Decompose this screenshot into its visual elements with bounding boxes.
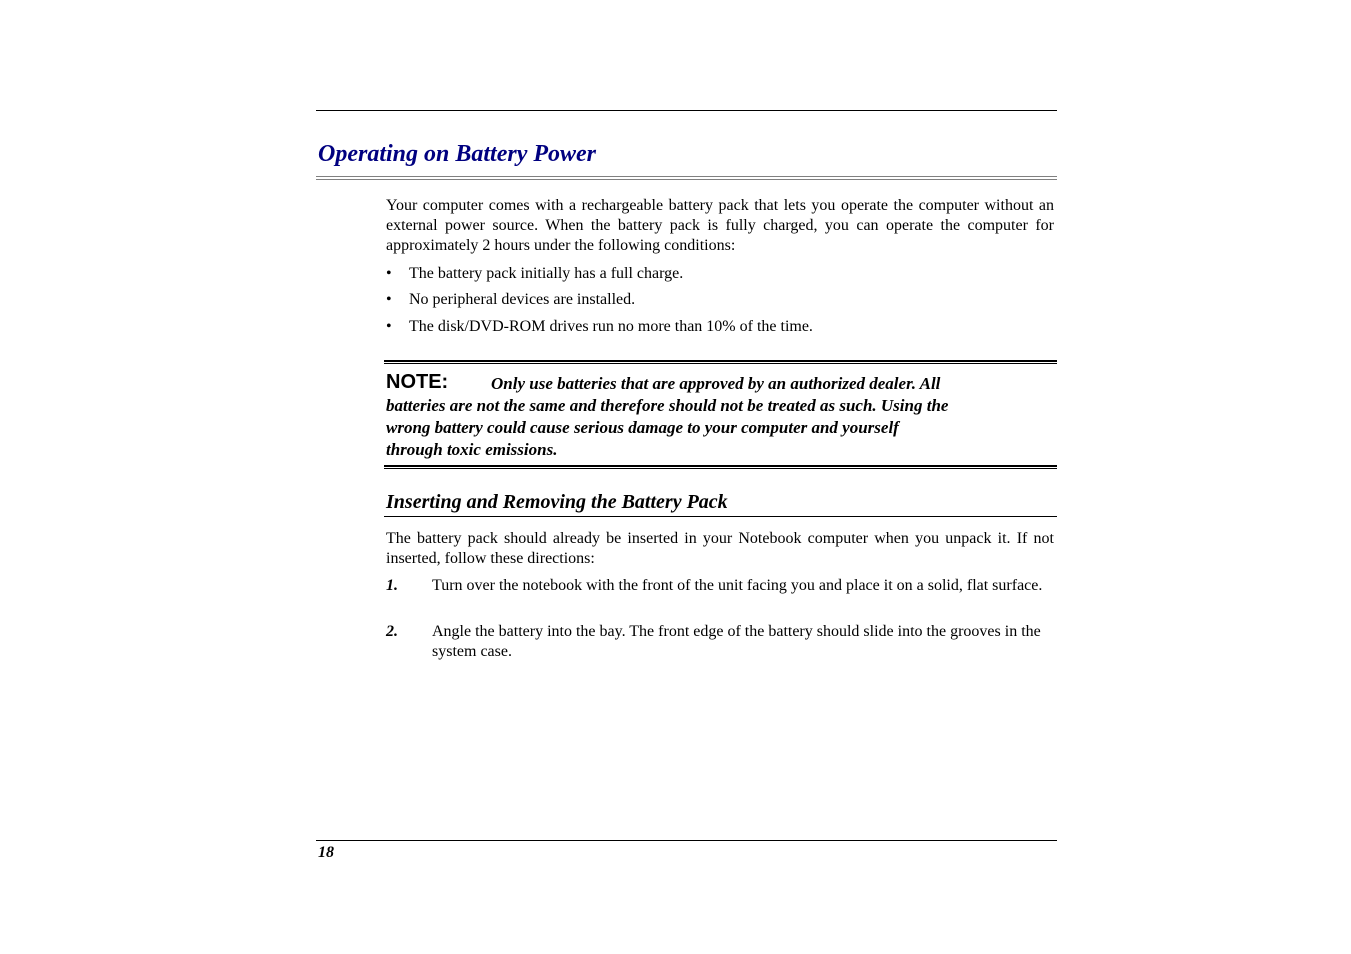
- header-rule: [316, 110, 1057, 111]
- step-text: Turn over the notebook with the front of the unit facing you and place it on a solid, flat surface.: [432, 577, 1043, 594]
- footer-rule: [316, 840, 1057, 841]
- note-text-line: wrong battery could cause serious damage to your computer and yourself: [386, 418, 899, 437]
- step-number: 2.: [386, 623, 398, 640]
- bullet-icon: •: [386, 291, 392, 308]
- list-item-text: The disk/DVD-ROM drives run no more than 10% of the time.: [409, 318, 813, 335]
- page-number: 18: [318, 844, 334, 861]
- note-text-line: through toxic emissions.: [386, 440, 558, 459]
- note-text-line: batteries are not the same and therefore should not be treated as such. Using the: [386, 396, 949, 415]
- step-text: Angle the battery into the bay. The front edge of the battery should slide into the grooves in the system case.: [432, 623, 1041, 660]
- note-text-line: Only use batteries that are approved by an authorized dealer. All: [491, 374, 941, 393]
- note-rule-top: [384, 360, 1057, 364]
- note-label: NOTE:: [386, 371, 449, 393]
- bullet-icon: •: [386, 318, 392, 335]
- section-title: Inserting and Removing the Battery Pack: [386, 491, 728, 513]
- bullet-icon: •: [386, 265, 392, 282]
- note-rule-bottom: [384, 465, 1057, 469]
- page-title: Operating on Battery Power: [318, 141, 597, 167]
- list-item-text: No peripheral devices are installed.: [409, 291, 636, 308]
- list-item-text: The battery pack initially has a full charge.: [409, 265, 684, 282]
- step-number: 1.: [386, 577, 398, 594]
- intro-paragraph: Your computer comes with a rechargeable battery pack that lets you operate the computer without an external power source. When the battery pack is fully charged, you can operate the computer for approximately 2 hours under the following conditions:: [386, 197, 1054, 254]
- section-paragraph: The battery pack should already be inserted in your Notebook computer when you unpack it. If not inserted, follow these directions:: [386, 530, 1054, 567]
- title-underline: [316, 176, 1057, 180]
- section-underline: [384, 516, 1057, 517]
